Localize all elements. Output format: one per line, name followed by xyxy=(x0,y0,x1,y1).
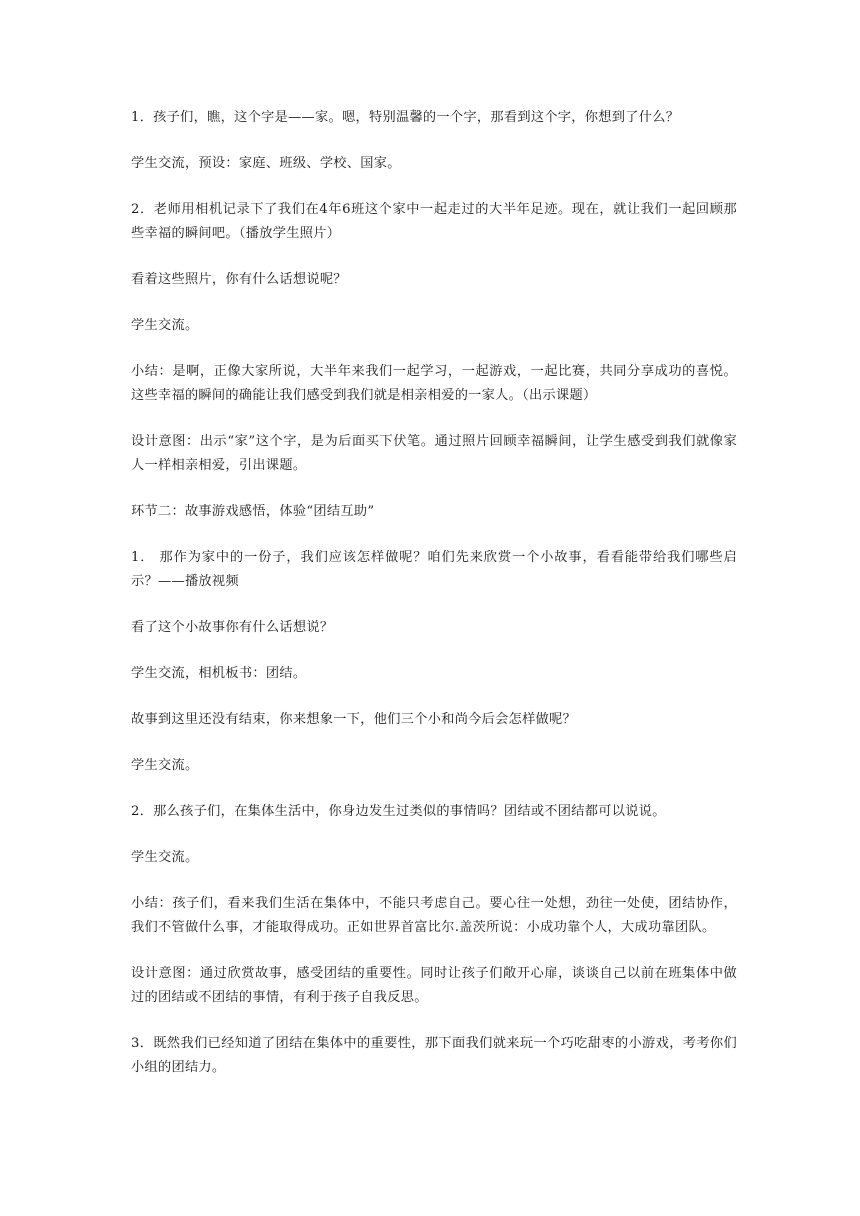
paragraph: 学生交流。 xyxy=(131,850,199,865)
section-heading: 环节二：故事游戏感悟，体验“团结互助” xyxy=(131,504,375,519)
paragraph: 小结：是啊，正像大家所说，大半年来我们一起学习，一起游戏，一起比赛，共同分享成功的喜悦。这些幸福的瞬间的确能让我们感受到我们就是相亲相爱的一家人。（出示课题） xyxy=(131,364,737,403)
paragraph: 设计意图：出示“家”这个字，是为后面买下伏笔。通过照片回顾幸福瞬间，让学生感受到我们就像家人一样相亲相爱，引出课题。 xyxy=(131,434,737,473)
document-body xyxy=(131,106,737,1102)
paragraph: 设计意图：通过欣赏故事，感受团结的重要性。同时让孩子们敞开心扉，谈谈自己以前在班集体中做过的团结或不团结的事情，有利于孩子自我反思。 xyxy=(131,966,737,1005)
paragraph: 学生交流，预设：家庭、班级、学校、国家。 xyxy=(131,156,401,171)
paragraph: 学生交流。 xyxy=(131,758,199,773)
paragraph: 小结：孩子们，看来我们生活在集体中，不能只考虑自己。要心往一处想，劲往一处使，团结协作，我们不管做什么事，才能取得成功。正如世界首富比尔.盖茨所说：小成功靠个人，大成功靠团队。 xyxy=(131,896,737,935)
paragraph: 看了这个小故事你有什么话想说？ xyxy=(131,620,334,635)
paragraph: 学生交流，相机板书：团结。 xyxy=(131,666,307,681)
paragraph: 看着这些照片，你有什么话想说呢？ xyxy=(131,272,347,287)
paragraph: 学生交流。 xyxy=(131,318,199,333)
paragraph: 2．老师用相机记录下了我们在4年6班这个家中一起走过的大半年足迹。现在，就让我们一起回顾那些幸福的瞬间吧。（播放学生照片） xyxy=(131,202,737,241)
paragraph: 3．既然我们已经知道了团结在集体中的重要性，那下面我们就来玩一个巧吃甜枣的小游戏，考考你们小组的团结力。 xyxy=(131,1036,737,1075)
paragraph: 故事到这里还没有结束，你来想象一下，他们三个小和尚今后会怎样做呢？ xyxy=(131,712,577,727)
paragraph: 1． 那作为家中的一份子，我们应该怎样做呢？咱们先来欣赏一个小故事，看看能带给我们哪些启示？——播放视频 xyxy=(131,550,737,589)
paragraph: 2．那么孩子们，在集体生活中，你身边发生过类似的事情吗？团结或不团结都可以说说。 xyxy=(131,804,666,819)
paragraph: 1．孩子们，瞧，这个字是——家。嗯，特别温馨的一个字，那看到这个字，你想到了什么？ xyxy=(131,110,680,125)
